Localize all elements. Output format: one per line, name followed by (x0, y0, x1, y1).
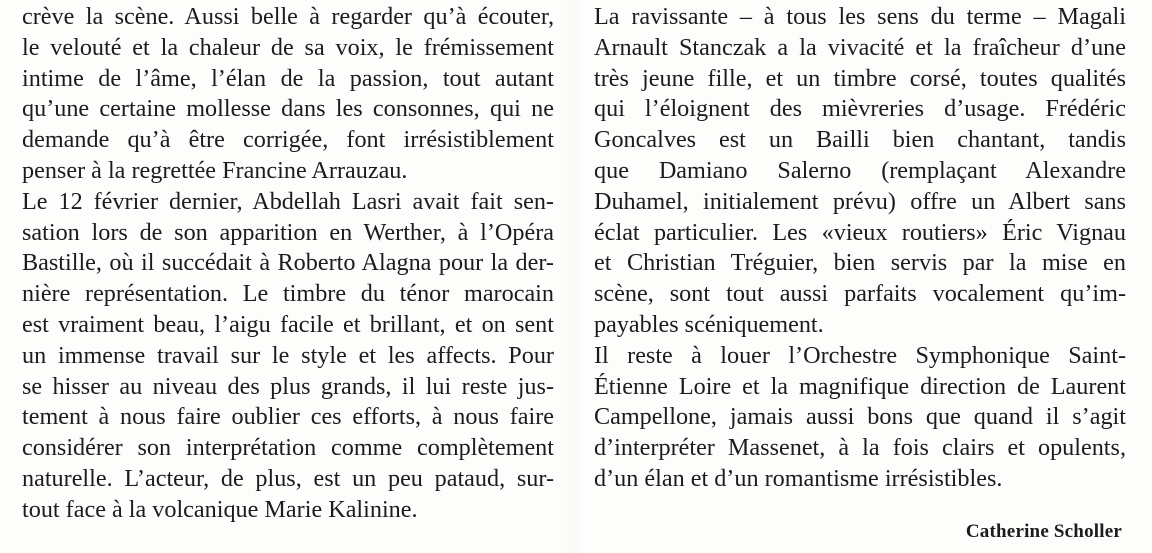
text-line: qu’une certaine mollesse dans les consonnes, qui ne (22, 95, 554, 123)
text-line: Arnault Stanczak a la vivacité et la fraîcheur d’une (594, 33, 1126, 61)
text-line: penser à la regrettée Francine Arrauzau. (22, 156, 408, 184)
text-line: payables scéniquement. (594, 310, 824, 338)
text-line: tement à nous faire oublier ces efforts, à nous faire (22, 403, 554, 431)
text-line: crève la scène. Aussi belle à regarder qu’à écouter, (22, 3, 554, 30)
text-line: un immense travail sur le style et les affects. Pour (22, 341, 554, 369)
author-signature: Catherine Scholler (965, 521, 1122, 542)
text-line: le velouté et la chaleur de sa voix, le frémissement (22, 33, 554, 61)
text-line: Étienne Loire et la magnifique direction de Laurent (594, 372, 1126, 400)
text-line: Bastille, où il succédait à Roberto Alagna pour la der- (22, 249, 554, 277)
text-line: La ravissante – à tous les sens du terme – Magali (594, 3, 1126, 30)
text-line: intime de l’âme, l’élan de la passion, tout autant (22, 64, 554, 92)
text-line: d’un élan et d’un romantisme irrésistibles. (594, 464, 1003, 492)
text-line: Le 12 février dernier, Abdellah Lasri avait fait sen- (22, 187, 554, 215)
text-line: Duhamel, initialement prévu) offre un Albert sans (594, 187, 1126, 215)
text-line: très jeune fille, et un timbre corsé, toutes qualités (594, 64, 1126, 92)
column-gutter (562, 0, 586, 553)
text-line: qui l’éloignent des mièvreries d’usage. Frédéric (594, 95, 1126, 123)
left-column (22, 2, 554, 526)
text-line: scène, sont tout aussi parfaits vocalement qu’im- (594, 280, 1126, 308)
text-line: est vraiment beau, l’aigu facile et brillant, et on sent (22, 310, 554, 338)
text-line: que Damiano Salerno (remplaçant Alexandre (594, 156, 1126, 184)
text-line: demande qu’à être corrigée, font irrésistiblement (22, 126, 554, 154)
text-line: Campellone, jamais aussi bons que quand il s’agit (594, 403, 1126, 431)
text-line: naturelle. L’acteur, de plus, est un peu pataud, sur- (22, 464, 554, 492)
text-line: se hisser au niveau des plus grands, il lui reste jus- (22, 372, 554, 400)
text-line: tout face à la volcanique Marie Kalinine. (22, 495, 418, 523)
right-column (594, 2, 1126, 495)
text-line: Goncalves est un Bailli bien chantant, tandis (594, 126, 1126, 154)
text-line: éclat particulier. Les «vieux routiers» Éric Vignau (594, 218, 1126, 246)
text-line: et Christian Tréguier, bien servis par la mise en (594, 249, 1126, 277)
text-line: d’interpréter Massenet, à la fois clairs et opulents, (594, 434, 1126, 462)
text-line: Il reste à louer l’Orchestre Symphonique Saint- (594, 341, 1126, 369)
text-line: nière représentation. Le timbre du ténor marocain (22, 280, 554, 308)
text-line: sation lors de son apparition en Werther, à l’Opéra (22, 218, 554, 246)
text-line: considérer son interprétation comme complètement (22, 434, 554, 462)
